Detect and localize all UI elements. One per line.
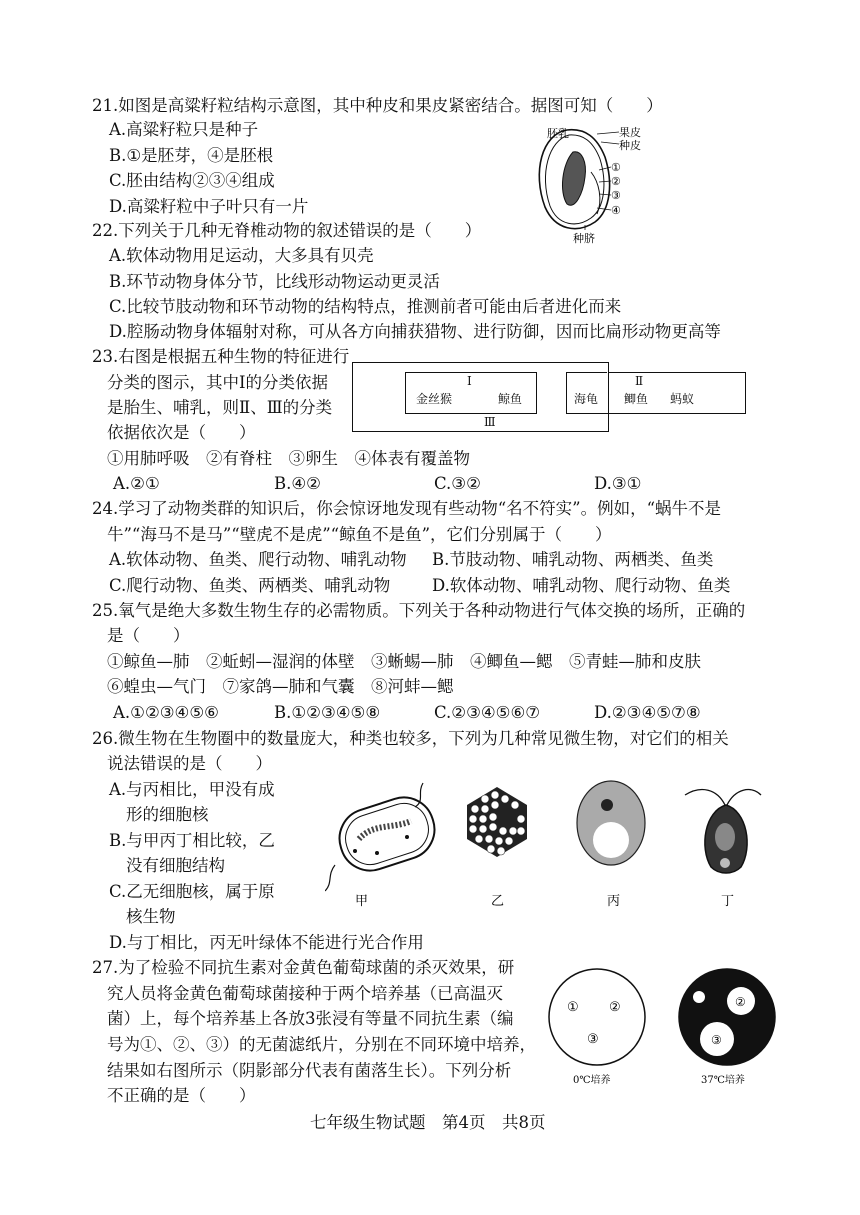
q25-line-4: ⑥蝗虫—气门 ⑦家鸽—肺和气囊 ⑧河蚌—鳃 xyxy=(107,677,454,696)
label-pericarp: 果皮 xyxy=(619,126,641,139)
q26-option-c-2: 核生物 xyxy=(126,907,176,926)
label-stalk: 种脐 xyxy=(573,232,595,245)
q22-option-b: B.环节动物身体分节，比线形动物运动更灵活 xyxy=(109,272,440,291)
q23-line-3: 是胎生、哺乳，则Ⅱ、Ⅲ的分类 xyxy=(107,398,333,417)
label-1: ① xyxy=(611,161,621,174)
dish-37c-label: 37℃培养 xyxy=(701,1075,745,1086)
dish-37c-disc-2: ② xyxy=(735,995,746,1009)
q25-option-c: C.②③④⑤⑥⑦ xyxy=(434,703,541,722)
bacterium-drawing xyxy=(325,783,442,891)
q25-line-3: ①鲸鱼—肺 ②蚯蚓—湿润的体壁 ③蜥蜴—肺 ④鲫鱼—鳃 ⑤青蛙—肺和皮肤 xyxy=(107,652,701,671)
monkey: 金丝猴 xyxy=(416,392,453,406)
q21-option-a: A.高粱籽粒只是种子 xyxy=(109,120,259,139)
q25-option-b: B.①②③④⑤⑧ xyxy=(274,703,381,722)
q23-criteria: ①用肺呼吸 ②有脊柱 ③卵生 ④体表有覆盖物 xyxy=(107,449,470,468)
virus-drawing xyxy=(467,787,527,857)
q27-line-1: 27.为了检验不同抗生素对金黄色葡萄球菌的杀灭效果，研 xyxy=(92,958,515,977)
q26-option-b-1: B.与甲丙丁相比较，乙 xyxy=(109,831,275,850)
culture-dishes-figure xyxy=(545,963,785,1088)
q21-option-b: B.①是胚芽，④是胚根 xyxy=(109,146,274,165)
q26-option-a-2: 形的细胞核 xyxy=(126,805,209,824)
q24-option-d: D.软体动物、哺乳动物、爬行动物、鱼类 xyxy=(432,576,731,595)
dish-0c-disc-1: ① xyxy=(567,1000,579,1015)
q27-line-4: 号为①、②、③）的无菌滤纸片，分别在不同环境中培养， xyxy=(107,1035,536,1054)
q23-option-c: C.③② xyxy=(434,474,481,493)
q26-line-2: 说法错误的是（ ） xyxy=(107,754,272,773)
group-II: Ⅱ xyxy=(635,374,644,388)
classification-figure xyxy=(352,362,752,434)
label-3: ③ xyxy=(611,189,621,202)
q27-line-5: 结果如右图所示（阴影部分代表有菌落生长）。下列分析 xyxy=(107,1061,512,1080)
label-4: ④ xyxy=(611,204,621,217)
q22-option-d: D.腔肠动物身体辐射对称，可从各方向捕获猎物、进行防御，因而比扁形动物更高等 xyxy=(109,322,721,341)
yeast-drawing xyxy=(577,781,645,865)
q23-line-4: 依据依次是（ ） xyxy=(107,423,256,442)
q24-option-c: C.爬行动物、鱼类、两栖类、哺乳动物 xyxy=(109,576,391,595)
q24-line-2: 牛”“海马不是马”“壁虎不是虎”“鲸鱼不是鱼”，它们分别属于（ ） xyxy=(107,525,612,544)
label-bing: 丙 xyxy=(607,894,621,909)
q23-option-a: A.②① xyxy=(113,474,160,493)
q21-option-c: C.胚由结构②③④组成 xyxy=(109,171,275,190)
crucian: 鲫鱼 xyxy=(624,392,649,406)
label-jia: 甲 xyxy=(355,894,369,909)
q27-line-3: 菌）上，每个培养基上各放3张浸有等量不同抗生素（编 xyxy=(107,1009,514,1028)
q22-option-c: C.比较节肢动物和环节动物的结构特点，推测前者可能由后者进化而来 xyxy=(109,297,622,316)
q23-line-1: 23.右图是根据五种生物的特征进行 xyxy=(92,347,350,366)
label-2: ② xyxy=(611,175,621,188)
ant: 蚂蚁 xyxy=(670,392,695,406)
q25-line-2: 是（ ） xyxy=(107,626,190,645)
whale: 鲸鱼 xyxy=(498,392,523,406)
label-ding: 丁 xyxy=(721,894,735,909)
q23-option-b: B.④② xyxy=(274,474,321,493)
q21-stem: 21.如图是高粱籽粒结构示意图，其中种皮和果皮紧密结合。据图可知（ ） xyxy=(92,96,663,115)
label-yi: 乙 xyxy=(491,894,505,909)
q25-option-d: D.②③④⑤⑦⑧ xyxy=(594,703,701,722)
microbes-figure xyxy=(325,775,765,910)
group-I: Ⅰ xyxy=(467,374,472,388)
q22-option-a: A.软体动物用足运动，大多具有贝壳 xyxy=(109,246,374,265)
turtle: 海龟 xyxy=(574,392,599,406)
q25-option-a: A.①②③④⑤⑥ xyxy=(113,703,219,722)
dish-0c-disc-2: ② xyxy=(609,1000,621,1015)
q23-option-d: D.③① xyxy=(594,474,642,493)
dish-0c xyxy=(549,969,645,1065)
dish-0c-label: 0℃培养 xyxy=(573,1075,611,1086)
q22-stem: 22.下列关于几种无脊椎动物的叙述错误的是（ ） xyxy=(92,221,482,240)
q23-line-2: 分类的图示，其中Ⅰ的分类依据 xyxy=(107,373,329,392)
q25-line-1: 25.氧气是绝大多数生物生存的必需物质。下列关于各种动物进行气体交换的场所，正确的 xyxy=(92,601,746,620)
q26-option-c-1: C.乙无细胞核，属于原 xyxy=(109,882,275,901)
q26-option-b-2: 没有细胞结构 xyxy=(126,856,225,875)
q26-option-a-1: A.与丙相比，甲没有成 xyxy=(109,780,275,799)
page-footer: 七年级生物试题 第4页 共8页 xyxy=(310,1113,546,1132)
dish-37c-disc-3: ③ xyxy=(711,1033,722,1047)
q27-line-6: 不正确的是（ ） xyxy=(107,1086,256,1105)
chlamydomonas-drawing xyxy=(685,790,761,873)
q26-option-d: D.与丁相比，丙无叶绿体不能进行光合作用 xyxy=(109,933,424,952)
dish-0c-disc-3: ③ xyxy=(587,1032,599,1047)
group-III: Ⅲ xyxy=(484,415,496,429)
sorghum-grain-figure xyxy=(527,122,647,247)
q24-option-b: B.节肢动物、哺乳动物、两栖类、鱼类 xyxy=(432,550,714,569)
q24-line-1: 24.学习了动物类群的知识后，你会惊讶地发现有些动物“名不符实”。例如，“蜗牛不是 xyxy=(92,499,722,518)
q27-line-2: 究人员将金黄色葡萄球菌接种于两个培养基（已高温灭 xyxy=(107,984,503,1003)
q24-option-a: A.软体动物、鱼类、爬行动物、哺乳动物 xyxy=(109,550,407,569)
label-seed-coat: 种皮 xyxy=(619,139,641,152)
q26-line-1: 26.微生物在生物圈中的数量庞大，种类也较多，下列为几种常见微生物，对它们的相关 xyxy=(92,729,729,748)
q21-option-d: D.高粱籽粒中子叶只有一片 xyxy=(109,197,309,216)
label-endosperm: 胚乳 xyxy=(547,127,569,140)
